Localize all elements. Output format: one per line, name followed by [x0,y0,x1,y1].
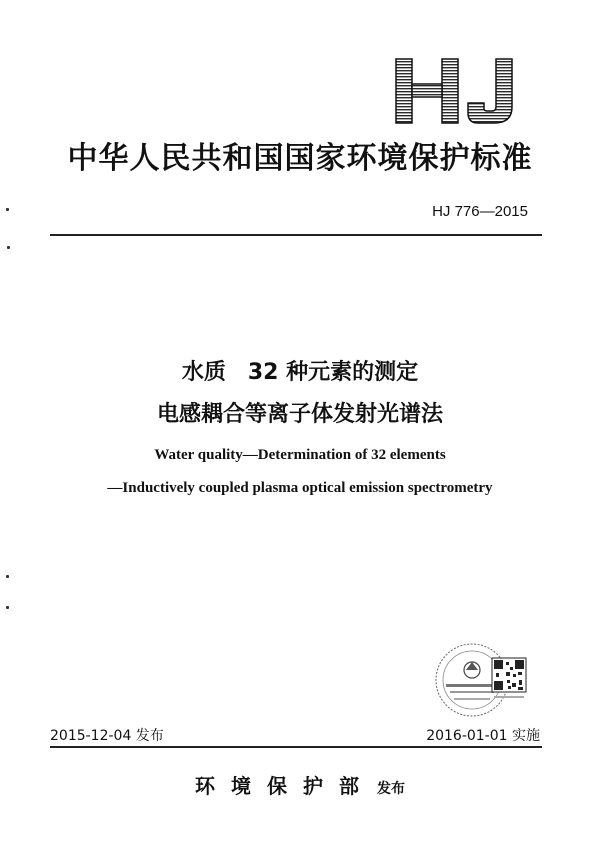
anti-counterfeit-seal-icon [432,636,540,720]
issuer-action: 发布 [377,781,405,797]
chinese-title-line2: 电感耦合等离子体发射光谱法 [156,402,443,427]
scan-speck [6,575,9,578]
qr-code-icon [492,658,526,692]
standard-category: 中华人民共和国国家环境保护标准 [67,141,533,176]
bottom-divider [50,746,542,748]
issue-date: 2015-12-04 发布 [50,728,164,744]
scan-speck [6,606,9,609]
scan-speck [6,208,9,211]
scan-speck [7,246,10,249]
chinese-title-line1: 水质 32 种元素的测定 [181,360,419,385]
standard-number: HJ 776—2015 [432,203,528,220]
hj-logo [392,55,522,127]
implementation-date: 2016-01-01 实施 [426,728,540,744]
issuer-line [0,770,600,799]
hj-logo-graphic [392,55,522,127]
english-title-line1: Water quality—Determination of 32 elements [154,447,446,463]
top-divider [50,234,542,236]
issuer-name: 环境保护部 [195,774,375,798]
english-title-line2: —Inductively coupled plasma optical emission spectrometry [107,480,493,496]
anti-counterfeit-seal [432,636,540,720]
